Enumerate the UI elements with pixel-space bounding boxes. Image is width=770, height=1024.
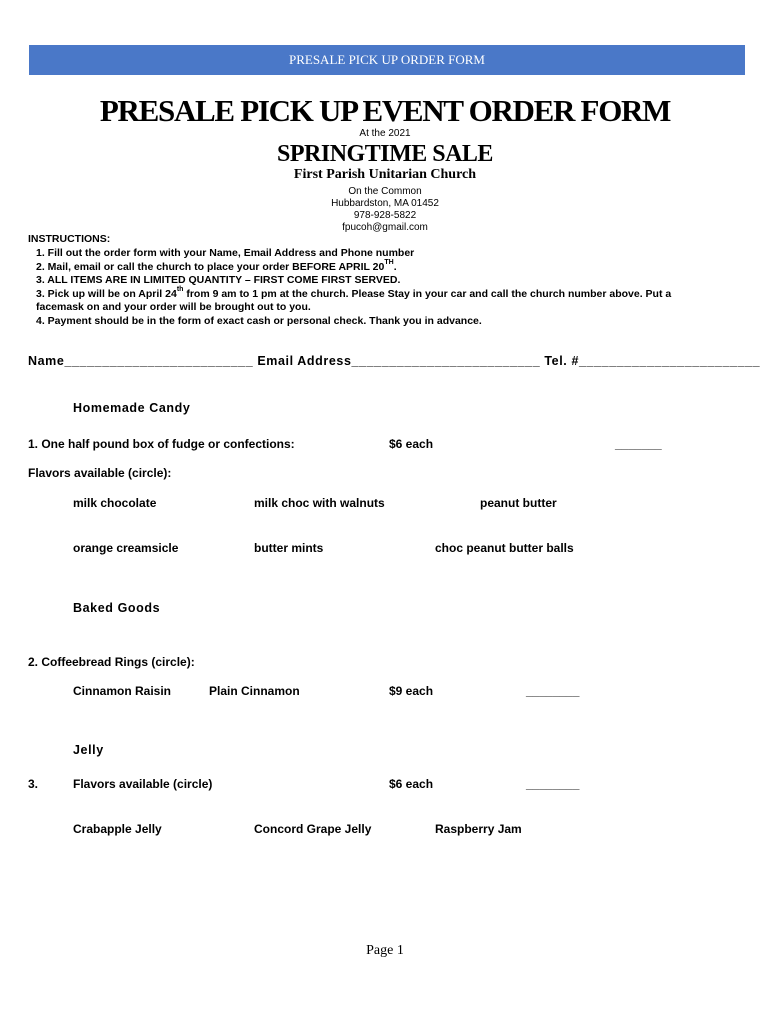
candy-section-heading: Homemade Candy (73, 401, 191, 415)
baked-quantity-blank[interactable]: ________ (526, 684, 580, 698)
form-title: PRESALE PICK UP EVENT ORDER FORM (99, 93, 671, 128)
instructions-heading: INSTRUCTIONS: (28, 233, 111, 245)
instruction-item: 1. Fill out the order form with your Name, Email Address and Phone number (36, 247, 415, 259)
candy-item: 1. One half pound box of fudge or confections: (28, 437, 295, 451)
flavor-option[interactable]: butter mints (254, 541, 324, 555)
candy-flavors-label: Flavors available (circle): (28, 466, 172, 480)
instruction-item: 3. Pick up will be on April 24th from 9 am to 1 pm at the church. Please Stay in your car and call the church number above. Put a (36, 286, 672, 300)
church-name: First Parish Unitarian Church (293, 167, 477, 182)
flavor-option[interactable]: milk chocolate (73, 496, 157, 510)
jelly-price: $6 each (389, 777, 434, 791)
contact-fields-line[interactable]: Name_________________________ Email Address_________________________ Tel. #________________________ (28, 354, 761, 368)
flavor-option[interactable]: choc peanut butter balls (435, 541, 574, 555)
email-address: fpucoh@gmail.com (342, 222, 428, 233)
address-line-2: Hubbardston, MA 01452 (331, 198, 439, 209)
instruction-item: 2. Mail, email or call the church to place your order BEFORE APRIL 20TH. (36, 259, 397, 273)
baked-item: 2. Coffeebread Rings (circle): (28, 655, 195, 669)
instruction-item: 3. ALL ITEMS ARE IN LIMITED QUANTITY – FIRST COME FIRST SERVED. (36, 274, 401, 286)
candy-price: $6 each (389, 437, 434, 451)
jelly-quantity-blank[interactable]: ________ (526, 777, 580, 791)
jelly-item-number: 3. (28, 777, 39, 791)
candy-quantity-blank[interactable]: _______ (615, 437, 662, 451)
address-line-1: On the Common (348, 186, 422, 197)
page-header-banner: PRESALE PICK UP ORDER FORM (29, 45, 745, 75)
coffeebread-option[interactable]: Cinnamon Raisin (73, 684, 172, 698)
coffeebread-option[interactable]: Plain Cinnamon (209, 684, 300, 698)
instruction-item: 4. Payment should be in the form of exact cash or personal check. Thank you in advance. (36, 315, 482, 327)
instruction-item-continued: facemask on and your order will be brought out to you. (36, 301, 311, 313)
jelly-section-heading: Jelly (73, 743, 104, 757)
jelly-item: Flavors available (circle) (73, 777, 213, 791)
flavor-option[interactable]: orange creamsicle (73, 541, 179, 555)
jelly-option[interactable]: Concord Grape Jelly (254, 822, 372, 836)
jelly-option[interactable]: Crabapple Jelly (73, 822, 162, 836)
flavor-option[interactable]: peanut butter (480, 496, 557, 510)
flavor-option[interactable]: milk choc with walnuts (254, 496, 385, 510)
baked-section-heading: Baked Goods (73, 601, 161, 615)
phone-number: 978-928-5822 (353, 210, 417, 221)
page-number: Page 1 (366, 943, 404, 958)
jelly-option[interactable]: Raspberry Jam (435, 822, 522, 836)
year-label: At the 2021 (359, 128, 411, 139)
sale-title: SPRINGTIME SALE (277, 141, 493, 167)
baked-price: $9 each (389, 684, 434, 698)
